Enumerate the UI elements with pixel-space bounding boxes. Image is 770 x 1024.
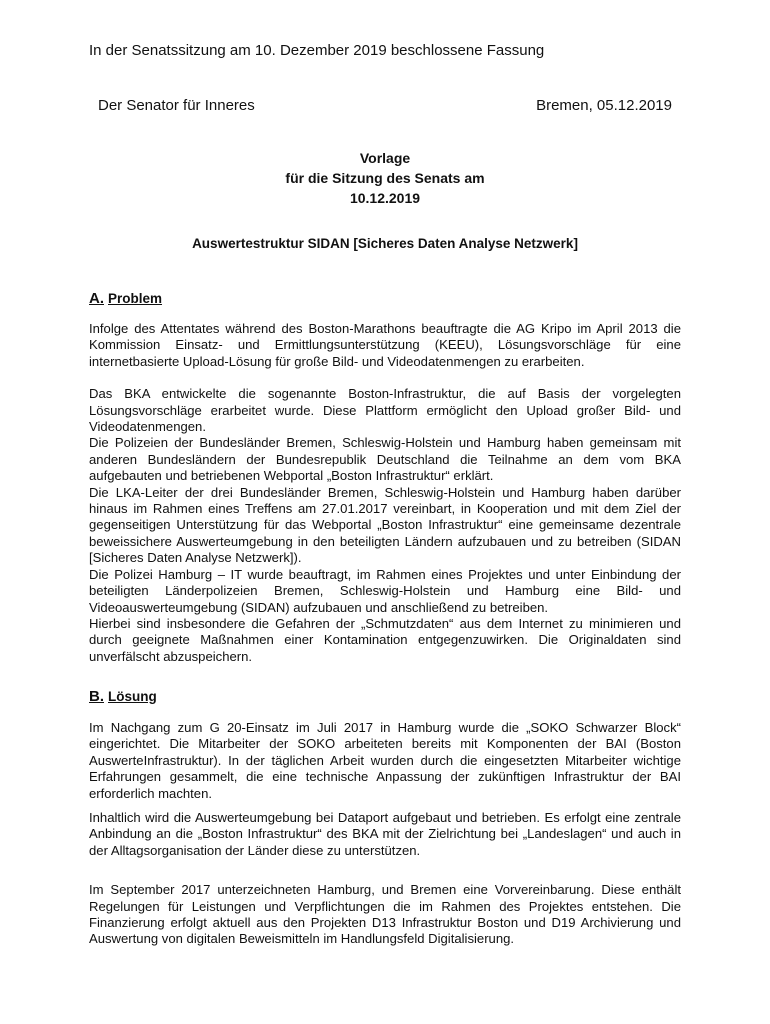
section-a-paragraph: Die Polizeien der Bundesländer Bremen, Schleswig-Holstein und Hamburg haben gemeinsam mit anderen Bundesländern der Bundesrepublik Deutschland die Teilnahme an dem vom BKA aufgebauten und betriebenen Webportal „Boston Infrastruktur“ erklärt. <box>89 435 681 484</box>
heading-line-2: für die Sitzung des Senats am <box>285 170 485 186</box>
section-b-body <box>89 720 681 948</box>
section-a-title: Problem <box>108 291 163 306</box>
section-b-heading <box>89 688 157 706</box>
section-a-body <box>89 321 681 665</box>
section-b-paragraph: Im Nachgang zum G 20-Einsatz im Juli 2017 in Hamburg wurde die „SOKO Schwarzer Block“ eingerichtet. Die Mitarbeiter der SOKO arbeiteten bereits mit Komponenten der BAI (Boston AuswerteInfrastruktur). In der täglichen Arbeit wurden durch die eingesetzten Mitarbeiter wichtige Erfahrungen gesammelt, die eine technische Anpassung der zukünftigen Infrastruktur der BAI erforderlich machten. <box>89 720 681 801</box>
sender: Der Senator für Inneres <box>98 97 255 114</box>
section-a-paragraph: Die LKA-Leiter der drei Bundesländer Bremen, Schleswig-Holstein und Hamburg haben darüber hinaus im Rahmen eines Treffens am 27.01.2017 vereinbart, in Kooperation und mit dem Ziel der gegenseitigen Unterstützung für das Webportal „Boston Infrastruktur“ eine gemeinsame dezentrale beweissichere Auswerteumgebung in den beteiligten Ländern aufzubauen und zu betreiben (SIDAN [Sicheres Daten Analyse Netzwerk]). <box>89 484 681 566</box>
section-a-letter: A. <box>89 290 104 307</box>
place-and-date: Bremen, 05.12.2019 <box>536 97 672 114</box>
section-b-paragraph: Im September 2017 unterzeichneten Hamburg, und Bremen eine Vorvereinbarung. Diese enthält Regelungen für Leistungen und Verpflichtungen die im Rahmen des Projektes entstehen. Die Finanzierung erfolgt aktuell aus den Projekten D13 Infrastruktur Boston und D19 Archivierung und Auswertung von digitalen Beweismitteln im Handlungsfeld Digitalisierung. <box>89 882 681 947</box>
section-a-paragraph: Das BKA entwickelte die sogenannte Boston-Infrastruktur, die auf Basis der vorgelegten Lösungsvorschläge erarbeitet wurde. Diese Plattform ermöglicht den Upload großer Bild- und Videodatenmengen. <box>89 386 681 435</box>
section-b-letter: B. <box>89 688 104 705</box>
section-b-paragraph: Inhaltlich wird die Auswerteumgebung bei Dataport aufgebaut und betrieben. Es erfolgt eine zentrale Anbindung an die „Boston Infrastruktur“ des BKA mit der Zielrichtung bei „Landeslagen“ und auch in der Alltagsorganisation der Länder diese zu unterstützen. <box>89 810 681 858</box>
resolution-status-line: In der Senatssitzung am 10. Dezember 2019 beschlossene Fassung <box>89 42 545 59</box>
section-a-paragraph: Die Polizei Hamburg – IT wurde beauftragt, im Rahmen eines Projektes und unter Einbindung der beteiligten Länderpolizeien Bremen, Schleswig-Holstein und Hamburg eine Bild- und Videoauswerteumgebung (SIDAN) aufzubauen und anschließend zu betreiben. <box>89 566 681 615</box>
section-a-paragraph: Hierbei sind insbesondere die Gefahren der „Schmutzdaten“ aus dem Internet zu minimieren und durch geeignete Maßnahmen einer Kontamination entgegenzuwirken. Die Originaldaten sind unverfälscht abzuspeichern. <box>89 615 681 664</box>
section-a-heading <box>89 290 162 308</box>
subject-title: Auswertestruktur SIDAN [Sicheres Daten Analyse Netzwerk] <box>192 236 578 251</box>
section-a-paragraph: Infolge des Attentates während des Boston-Marathons beauftragte die AG Kripo im April 2013 die Kommission Einsatz- und Ermittlungsunterstützung (KEEU), Lösungsvorschläge für eine internetbasierte Upload-Lösung für große Bild- und Videodatenmengen zu erarbeiten. <box>89 321 681 369</box>
heading-line-1: Vorlage <box>359 150 411 166</box>
document-heading <box>89 148 681 208</box>
heading-line-3: 10.12.2019 <box>349 190 421 206</box>
section-b-title: Lösung <box>108 689 157 704</box>
